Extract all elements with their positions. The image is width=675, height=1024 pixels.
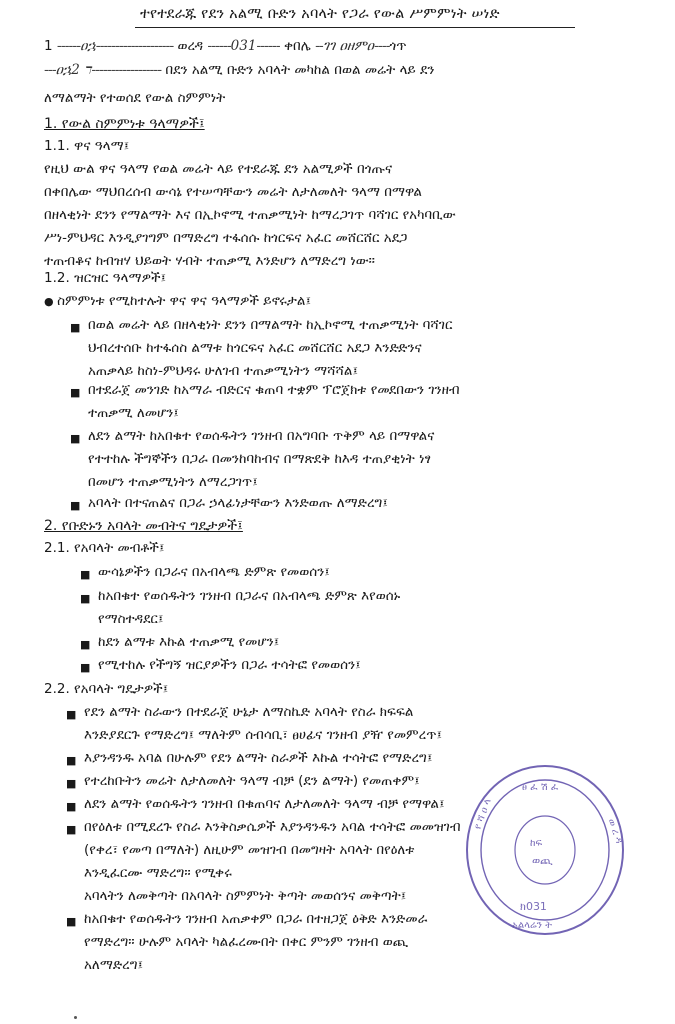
document-title: ተየተደራጁ የደን አልሚ ቡድን አባላት የጋራ የውል ሥምምነት ሠነድ [140, 6, 500, 22]
list-item-line: የተተከሉ ችግኞችን በጋራ በመንከባከብና በማጽደቅ ከእዳ ተጠያቂነት ነፃ [88, 451, 432, 467]
section-2-2-heading: 2.2. የአባላት ግዴታዎች፤ [44, 681, 169, 697]
kebele-value: ገገ ዐዘምዐ [322, 38, 374, 54]
form-line-3: ለማልማት የተወሰደ የውል ስምምነት [44, 90, 226, 106]
list-item-line: ለደን ልማት የወሰዱትን ገንዘብ በቁጠባና ለታለመለት ዓላማ ብቻ የማዋል፤ [84, 796, 445, 812]
paragraph-line: የዚህ ውል ዋና ዓላማ የወል መሬት ላይ የተደራጁ ደን አልሚዎች በጎጡና [44, 161, 393, 177]
form-line-2: ---ዐኋ2 ℸ------------------ በደን አልሚ ቡድን አባላት መካከል በወል መሬት ላይ ደን [44, 62, 435, 78]
bullet-marker: ■ [70, 321, 81, 334]
paragraph-line: ሥነ-ምህዳር እንዲያገግም በማድረግ ተፋሰሱ ከጎርፍና አፈር መሸርሸር አደጋ [44, 230, 408, 246]
woreda-value: 031 [230, 38, 257, 54]
list-item-line: በተደራጀ መንገድ ከአማራ ብድርና ቁጠባ ተቋም ፕሮጀክቱ የመደበውን ገንዘብ [88, 382, 460, 398]
bullet-marker: ■ [66, 708, 77, 721]
list-item-line: በየዕለቱ በሚደረጉ የስራ እንቅስቃሴዎች እያንዳንዱን አባል ተሳትፎ መመዝገብ [84, 819, 461, 835]
svg-text:ክ031: ክ031 [520, 900, 547, 913]
bullet-marker: ■ [70, 386, 81, 399]
svg-text:ከፍ: ከፍ [530, 838, 543, 849]
list-item-line: ውሳኔዎችን በጋራና በአብላጫ ድምጽ የመወሰን፤ [98, 564, 330, 580]
bullet-marker: ■ [80, 568, 91, 581]
bullet-marker: ■ [80, 592, 91, 605]
list-item-line: አለማድረግ፤ [84, 957, 144, 973]
bullet-marker: ■ [66, 915, 77, 928]
kebele-label: ቀበሌ [283, 38, 311, 54]
list-item-line: የደን ልማት ስራውን በተደራጀ ሁኔታ ለማስኬድ አባላት የስራ ክፍፍል [84, 704, 414, 720]
paragraph-line: በቀበሌው ማህበረሰብ ውሳኔ የተሠጣቸውን መሬት ለታለመለት ዓላማ በማዋል [44, 184, 422, 200]
svg-text:የ ሻ ዐ ላ: የ ሻ ዐ ላ [472, 797, 494, 832]
list-item-line: ለደን ልማት ከአበቁተ የወሰዱትን ገንዘብ በአግባቡ ጥቅም ላይ በማዋልና [88, 428, 435, 444]
paragraph-line: ተጠብቆና ከብዝሃ ህይወት ሃብት ተጠቃሚ እንድሆን ለማድረግ ነው። [44, 253, 375, 269]
list-item-line: ተጠቃሚ ለመሆን፤ [88, 405, 179, 421]
intro-text: ስምምነቱ የሚከተሉት ዋና ዋና ዓላማዎች ይኖሩታል፤ [57, 293, 311, 309]
svg-text:ፀ ፈ ሽ ፈ: ፀ ፈ ሽ ፈ [522, 782, 559, 793]
section-1-heading: 1. የውል ስምምነቱ ዓላማዎች፤ [44, 116, 205, 132]
list-item-line: (የቀረ፣ የመጣ በማለት) ለዚሁም መዝገብ በመግዛት አባላት በየዕለቱ [84, 842, 415, 858]
list-item-line: ከደን ልማቱ እኩል ተጠቃሚ የመሆን፤ [98, 634, 280, 650]
bullet-marker: ■ [66, 754, 77, 767]
form-line-2-text: በደን አልሚ ቡድን አባላት መካከል በወል መሬት ላይ ደን [165, 62, 435, 78]
bullet-marker: ■ [70, 432, 81, 445]
list-item-line: እያንዳንዱ አባል በሁሉም የደን ልማት ስራዎች እኩል ተሳትፎ የማድረግ፤ [84, 750, 433, 766]
list-item-line: አባላትን ለመቅጣት በአባላት ስምምነት ቅጣት መወሰንና መቅጣት፤ [84, 888, 407, 904]
list-item-line: የማድረግ። ሁሉም አባላት ካልፈረሙበት በቀር ምንም ገንዘብ ወጪ [84, 934, 408, 950]
list-item-line: እንዲፈርሙ ማድረግ። የሚቀሩ [84, 865, 232, 881]
section-2-heading: 2. የቡድኑን አባላት መብትና ግዴታዎች፤ [44, 518, 243, 534]
bullet-marker: ● [44, 295, 58, 308]
svg-text:ወ ረ ዳ: ወ ረ ዳ [605, 817, 625, 846]
bullet-marker: ■ [66, 800, 77, 813]
section-1-2-intro [44, 293, 311, 309]
list-item-line: የተረከቡትን መሬት ለታለመለት ዓላማ ብቻ (ደን ልማት) የመጠቀም፤ [84, 773, 420, 789]
bullet-marker: ■ [66, 777, 77, 790]
list-item-line: ከአበቁተ የወሰዱትን ገንዘብ አጠቃቀም በጋራ በተዘጋጀ ዕቅድ እንድመራ [84, 911, 428, 927]
list-item-line: ህብረተሰቡ ከተፋሰስ ልማቱ ከጎርፍና አፈር መሸርሸር አደጋ እንድድንና [88, 340, 422, 356]
section-2-1-heading: 2.1. የአባላት መብቶች፤ [44, 540, 165, 556]
list-item-line: ከአበቁተ የወሰዱትን ገንዘብ በጋራና በአብላጫ ድምጽ እየወሰኑ [98, 588, 401, 604]
handwritten-name-1: ዐኋ [80, 38, 96, 54]
svg-text:ወጪ: ወጪ [532, 854, 553, 867]
got-label: ጎጥ [389, 38, 407, 54]
handwritten-name-2: ዐኋ2 ℸ [55, 62, 92, 78]
svg-text:ኦልላሬን ት: ኦልላሬን ት [512, 920, 552, 931]
list-item-line: በመሆን ተጠቃሚነትን ለማረጋገጥ፤ [88, 474, 258, 490]
bullet-marker: ■ [66, 823, 77, 836]
list-item-line: የማስተዳደር፤ [98, 611, 164, 627]
bullet-marker: ■ [80, 638, 91, 651]
list-item-line: አባላት በተናጠልና በጋራ ኃላፊነታቸውን እንድወጡ ለማድረግ፤ [88, 495, 388, 511]
section-1-1-heading: 1.1. ዋና ዓላማ፤ [44, 138, 130, 154]
list-item-line: አጠቃላይ ከስነ-ምህዳሩ ሁለገብ ተጠቃሚነትን ማሻሻል፤ [88, 363, 359, 379]
woreda-label: ወረዳ [177, 38, 204, 54]
official-stamp [462, 760, 628, 940]
bullet-marker: ■ [80, 661, 91, 674]
list-item-line: በወል መሬት ላይ በዘላቂነት ደንን በማልማት ከኢኮኖሚ ተጠቃሚነት ባሻገር [88, 317, 453, 333]
paragraph-line: በዘላቂነት ደንን የማልማት እና በኢኮኖሚ ተጠቃሚነት ከማረጋገጥ ባሻገር የአካባቢው [44, 207, 456, 223]
form-number: 1 [44, 38, 53, 54]
scan-speck [74, 1016, 77, 1019]
section-1-2-heading: 1.2. ዝርዝር ዓላማዎች፤ [44, 270, 167, 286]
list-item-line: እንድያደርጉ የማድረግ፤ ማለትም ሰብሳቢ፣ ፀሀፊና ገንዘብ ያዥ የመምረጥ፤ [84, 727, 443, 743]
title-underline [135, 27, 575, 28]
list-item-line: የሚተከሉ የችግኝ ዝርያዎችን በጋራ ተሳትፎ የመወሰን፤ [98, 657, 361, 673]
bullet-marker: ■ [70, 499, 81, 512]
form-line-1: 1 ------ዐኋ-------------------- ወረዳ ------031------ ቀበሌ --ገገ ዐዘምዐ----ጎጥ [44, 38, 407, 54]
